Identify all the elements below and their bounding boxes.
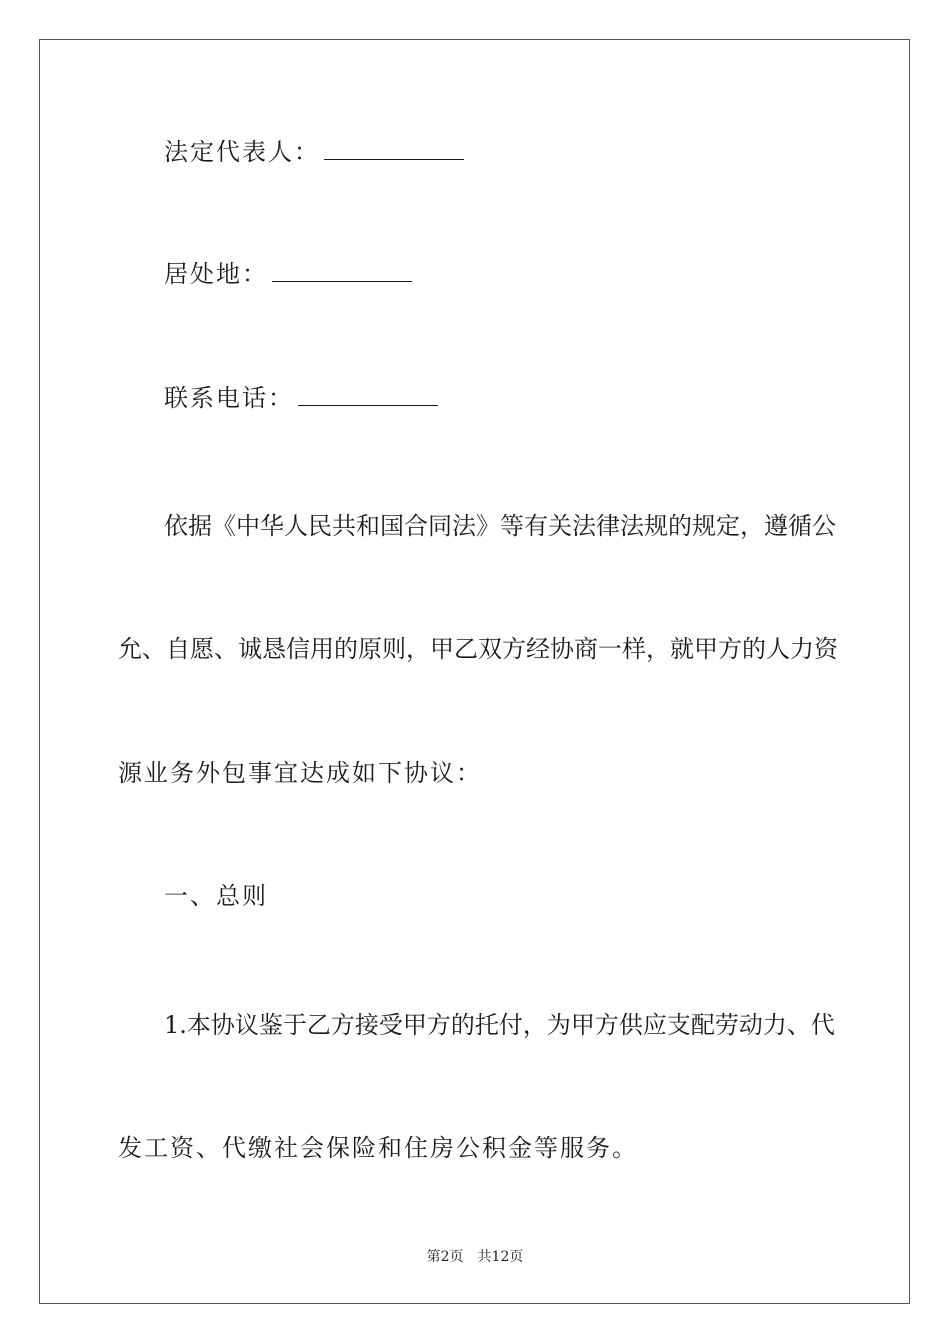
preamble-line-2: 允、自愿、诚恳信用的原则，甲乙双方经协商一样，就甲方的人力资 [118, 635, 838, 663]
phone-label: 联系电话： [164, 384, 294, 412]
representative-row [164, 137, 464, 167]
preamble-line-1: 依据《中华人民共和国合同法》等有关法律法规的规定，遵循公 [164, 512, 836, 540]
item1-line-1: 1.本协议鉴于乙方接受甲方的托付，为甲方供应支配劳动力、代 [164, 1011, 835, 1039]
phone-blank [298, 387, 438, 406]
section-heading: 一、总则 [164, 882, 268, 910]
page-footer [0, 1247, 950, 1267]
phone-row [164, 383, 438, 413]
residence-row [164, 259, 412, 289]
residence-blank [272, 263, 412, 282]
page-total: 共12页 [477, 1249, 524, 1265]
preamble-line-3: 源业务外包事宜达成如下协议： [118, 759, 482, 787]
page-border [39, 39, 910, 1304]
item1-line-2: 发工资、代缴社会保险和住房公积金等服务。 [118, 1134, 638, 1162]
residence-label: 居处地： [164, 260, 268, 288]
representative-blank [324, 141, 464, 160]
representative-label: 法定代表人： [164, 138, 320, 166]
page-number: 第2页 [426, 1249, 464, 1265]
